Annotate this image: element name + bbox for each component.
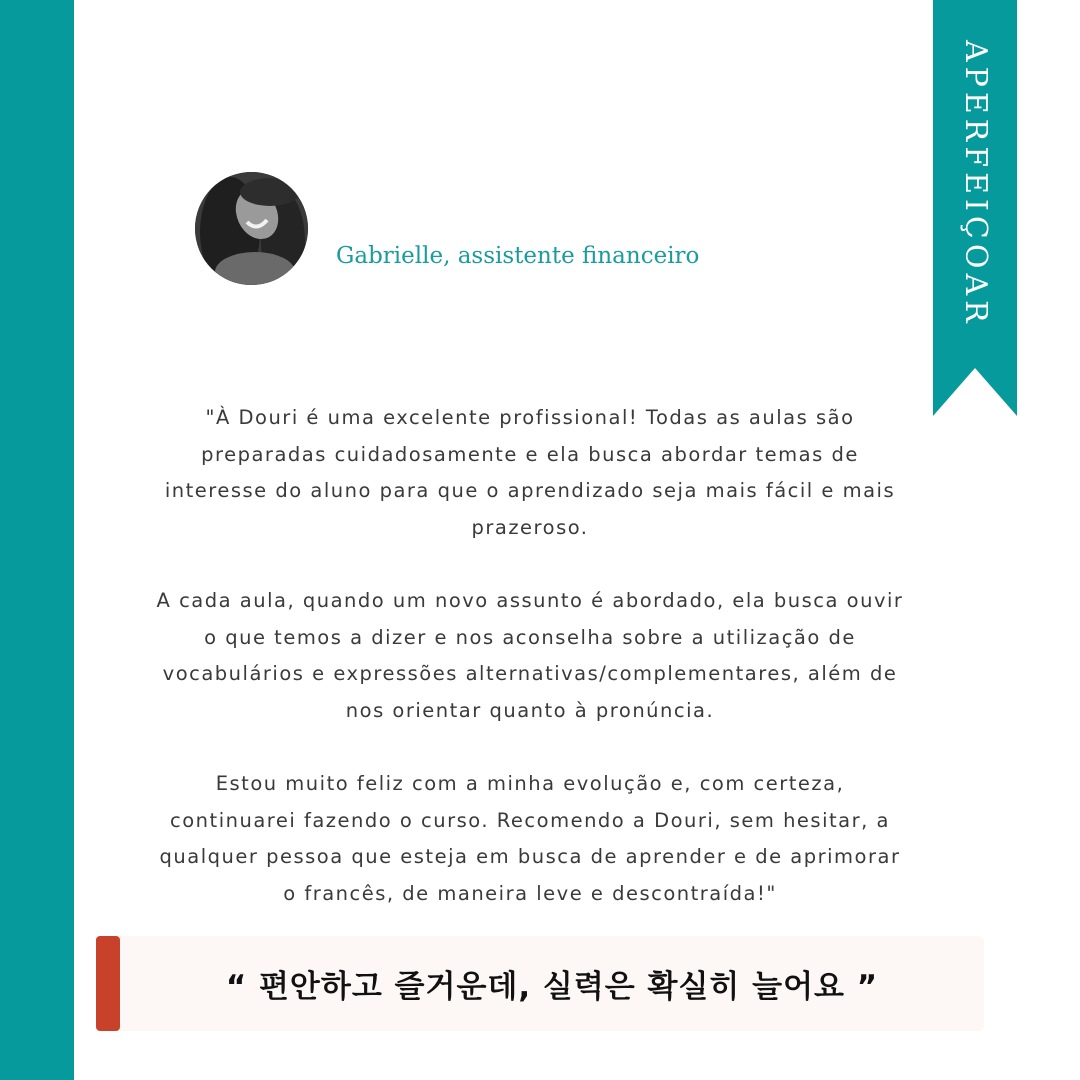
left-teal-stripe xyxy=(0,0,74,1080)
testimonial-paragraph-1: "À Douri é uma excelente profissional! Todas as aulas são preparadas cuidadosamente e ela busca abordar temas de interesse do aluno para que o aprendizado seja mais fácil e mais prazeroso. xyxy=(164,406,896,539)
testimonial-paragraph-2: A cada aula, quando um novo assunto é abordado, ela busca ouvir o que temos a dizer e nos aconselha sobre a utilização de vocabulários e expressões alternativas/complementares, além de nos orientar quanto à pronúncia. xyxy=(156,589,904,722)
testimonial-paragraph-3: Estou muito feliz com a minha evolução e, com certeza, continuarei fazendo o curso. Recomendo a Douri, sem hesitar, a qualquer pessoa que esteja em busca de aprender e de aprimorar o francês, de maneira leve e descontraída!" xyxy=(159,772,901,905)
person-photo-icon xyxy=(195,172,308,285)
highlight-quote: “ 편안하고 즐거운데, 실력은 확실히 늘어요 ” xyxy=(225,969,879,1005)
testimonial-text xyxy=(150,400,910,949)
avatar xyxy=(195,172,308,285)
author-name: Gabrielle, assistente financeiro xyxy=(336,243,700,269)
ribbon-label: APERFEIÇOAR xyxy=(958,40,993,328)
ribbon-banner xyxy=(933,0,1017,416)
highlight-accent-bar xyxy=(96,936,120,1031)
